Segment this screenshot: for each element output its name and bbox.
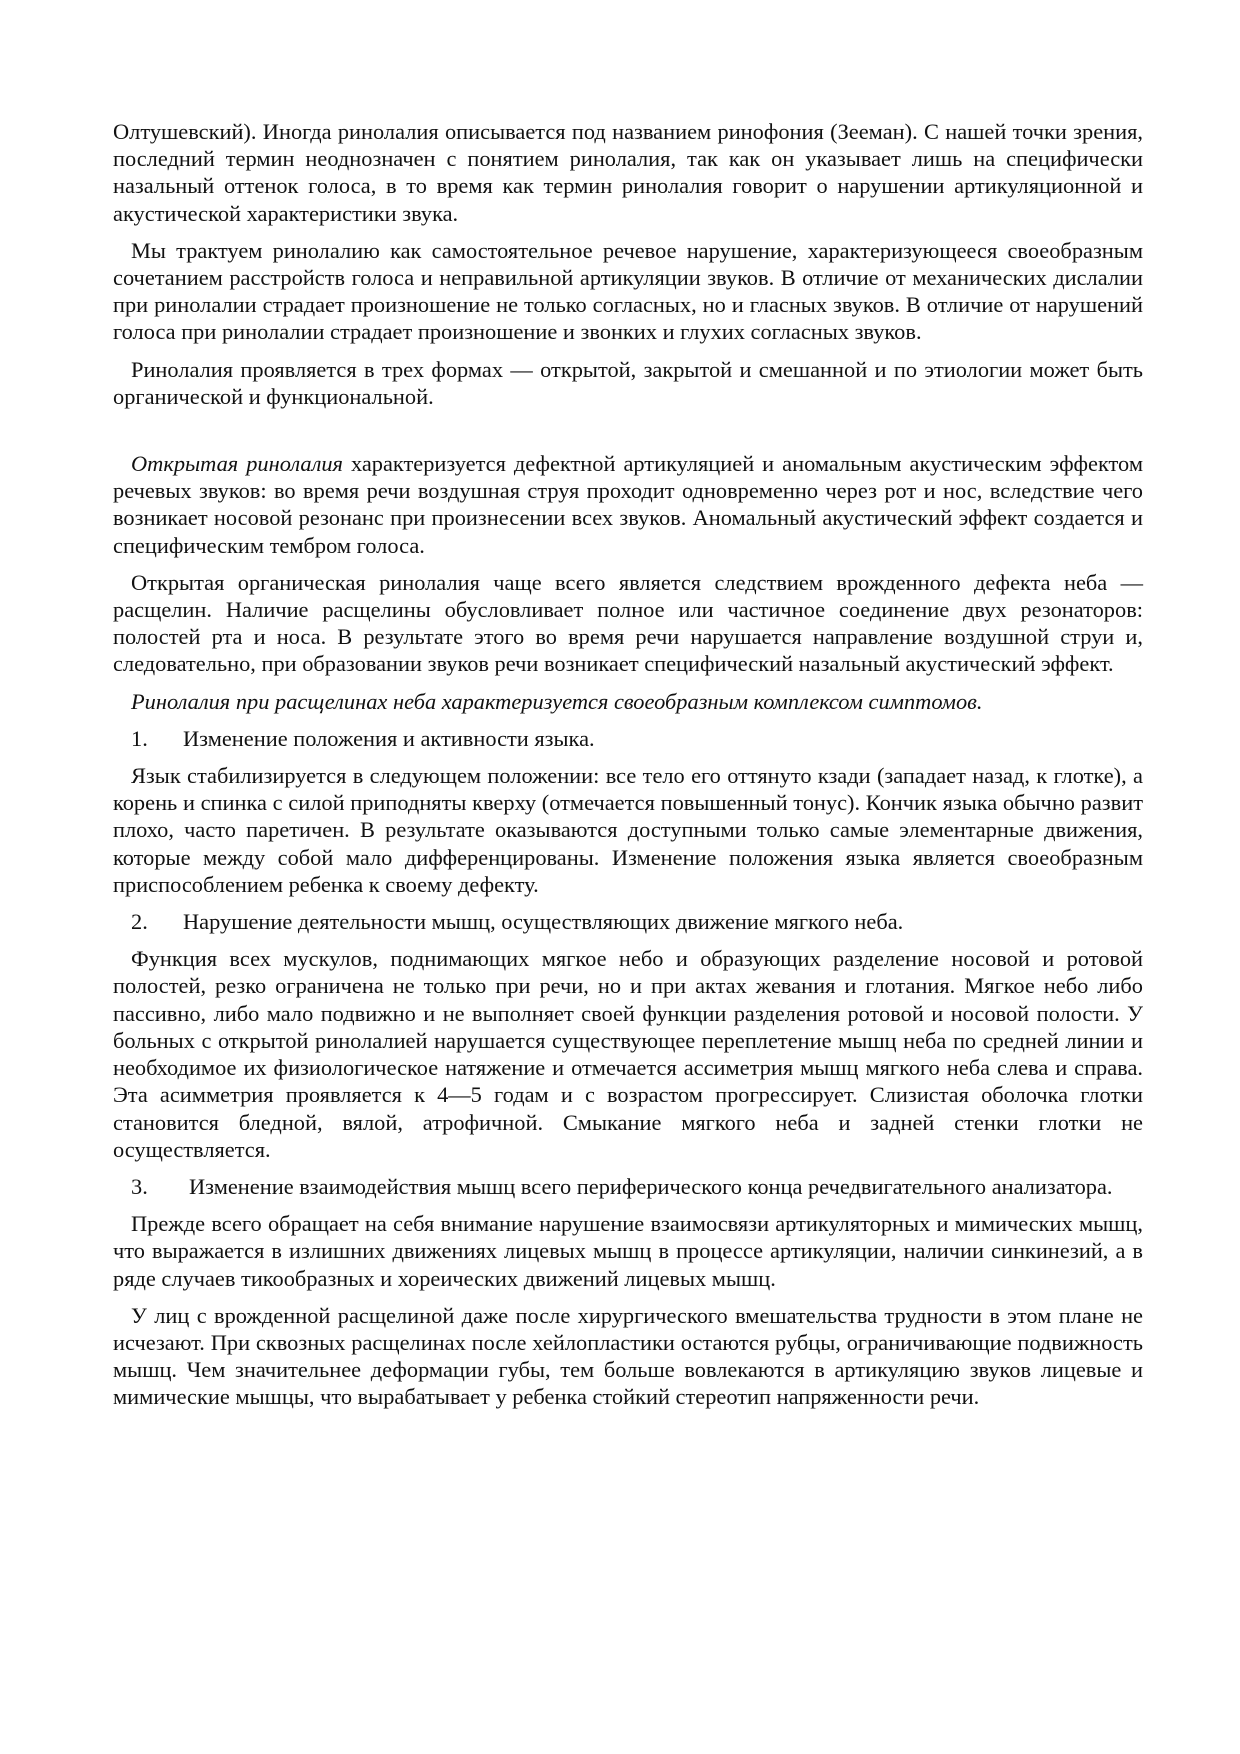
- paragraph-definition: Мы трактуем ринолалию как самостоятельное речевое нарушение, характеризующееся своеобразным сочетанием расстройств голоса и неправильной артикуляции звуков. В отличие от механических дислалии при ринолалии страдает произношение не только согласных, но и гласных звуков. В отличие от нарушений голоса при ринолалии страдает произношение и звонких и глухих согласных звуков.: [113, 237, 1143, 345]
- list-item-3: [113, 1173, 1143, 1200]
- list-number: 1.: [131, 725, 148, 751]
- paragraph-symptoms-heading: Ринолалия при расщелинах неба характеризуется своеобразным комплексом симптомов.: [131, 688, 983, 714]
- open-rhinolalia-term: Открытая ринолалия: [131, 451, 343, 477]
- list-number: 2.: [131, 909, 148, 935]
- list-number: 3.: [131, 1173, 148, 1199]
- document-page: [113, 118, 1143, 1421]
- paragraph-surgery: У лиц с врожденной расщелиной даже после хирургического вмешательства трудности в этом плане не исчезают. При сквозных расщелинах после хейлопластики остаются рубцы, ограничивающие подвижность мышц. Чем значительнее деформации губы, тем больше вовлекаются в артикуляцию звуков лицевые и мимические мышцы, что вырабатывает у ребенка стойкий стереотип напряженности речи.: [113, 1302, 1143, 1410]
- paragraph-open-rhinolalia: [113, 450, 1143, 559]
- list-text: Нарушение деятельности мышц, осуществляющих движение мягкого неба.: [183, 909, 904, 935]
- paragraph-soft-palate: Функция всех мускулов, поднимающих мягкое небо и образующих разделение носовой и ротовой полостей, резко ограничена не только при речи, но и при актах жевания и глотания. Мягкое небо либо пассивно, либо мало подвижно и не выполняет своей функции разделения ротовой и носовой полости. У больных с открытой ринолалией нарушается существующее переплетение мышц неба по средней линии и необходимое их физиологическое натяжение и отмечается ассиметрия мышц мягкого неба слева и справа. Эта асимметрия проявляется к 4—5 годам и с возрастом прогрессирует. Слизистая оболочка глотки становится бледной, вялой, атрофичной. Смыкание мягкого неба и задней стенки глотки не осуществляется.: [113, 946, 1143, 1162]
- paragraph-intro: Олтушевский). Иногда ринолалия описывается под названием ринофония (Зееман). С нашей точки зрения, последний термин неоднозначен с понятием ринолалия, так как он указывает лишь на специфически назальный оттенок голоса, в то время как термин ринолалия говорит о нарушении артикуляционной и акустической характеристики звука.: [113, 119, 1143, 226]
- paragraph-facial-muscles: Прежде всего обращает на себя внимание нарушение взаимосвязи артикуляторных и мимических мышц, что выражается в излишних движениях лицевых мышц в процессе артикуляции, наличии синкинезий, а в ряде случаев тикообразных и хореических движений лицевых мышц.: [113, 1211, 1143, 1291]
- open-rhinolalia-description: характеризуется дефектной артикуляцией и аномальным акустическим эффектом речевых звуков: во время речи воздушная струя проходит одновременно через рот и нос, вследствие чего возникает носовой резонанс при произнесении всех звуков. Аномальный акустический эффект создается и специфическим тембром голоса.: [113, 451, 1143, 558]
- list-text: Изменение взаимодействия мышц всего периферического конца речедвигательного анализатора.: [189, 1173, 1113, 1199]
- list-item-1: [113, 725, 1143, 752]
- paragraph-tongue: Язык стабилизируется в следующем положении: все тело его оттянуто кзади (западает назад, к глотке), а корень и спинка с силой приподняты кверху (отмечается повышенный тонус). Кончик языка обычно развит плохо, часто паретичен. В результате оказываются доступными только самые элементарные движения, которые между собой мало дифференцированы. Изменение положения языка является своеобразным приспособлением ребенка к своему дефекту.: [113, 763, 1143, 897]
- paragraph-forms: Ринолалия проявляется в трех формах — открытой, закрытой и смешанной и по этиологии может быть органической и функциональной.: [113, 356, 1143, 409]
- list-item-2: [113, 908, 1143, 935]
- paragraph-organic-cause: Открытая органическая ринолалия чаще всего является следствием врожденного дефекта неба — расщелин. Наличие расщелины обусловливает полное или частичное соединение двух резонаторов: полостей рта и носа. В результате этого во время речи нарушается направление воздушной струи и, следовательно, при образовании звуков речи возникает специфический назальный акустический эффект.: [113, 569, 1143, 677]
- list-text: Изменение положения и активности языка.: [183, 725, 595, 751]
